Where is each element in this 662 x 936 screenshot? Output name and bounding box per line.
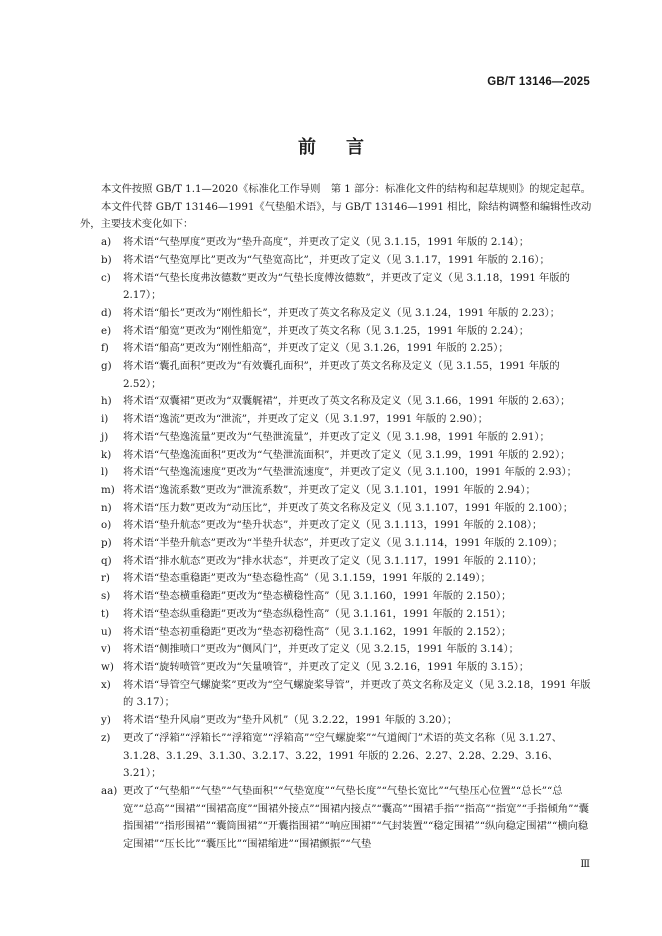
list-item-label: k) <box>101 448 112 461</box>
page-number: Ⅲ <box>580 859 590 870</box>
list-item-text: 将术语“垫升风扇”更改为“垫升风机”（见 3.2.22，1991 年版的 3.20）； <box>123 714 458 727</box>
list-item-text: 将术语“导管空气螺旋桨”更改为“空气螺旋桨导管”，并更改了英文名称及定义（见 3.2.18，1991 年版的 3.17）； <box>123 678 591 709</box>
list-item <box>80 712 592 730</box>
list-item-text: 将术语“船宽”更改为“刚性船宽”，并更改了英文名称（见 3.1.25，1991 年版的 2.24）； <box>123 324 530 337</box>
list-item-label: p) <box>101 537 112 550</box>
standard-number: GB/T 13146—2025 <box>487 76 590 88</box>
list-item-text: 将术语“排水航态”更改为“排水状态”，并更改了定义（见 3.1.117，1991 年版的 2.110）； <box>123 554 543 567</box>
list-item-label: i) <box>101 413 109 426</box>
list-item-label: w) <box>101 660 114 673</box>
list-item-text: 将术语“半垫升航态”更改为“半垫升状态”，并更改了定义（见 3.1.114，1991 年版的 2.109）； <box>123 537 563 550</box>
list-item <box>80 606 592 624</box>
list-item-label: o) <box>101 519 112 532</box>
list-item <box>80 588 592 606</box>
list-item-text: 将术语“侧推喷口”更改为“侧风门”，并更改了定义（见 3.2.15，1991 年版的 3.14）； <box>123 643 519 656</box>
list-item-label: r) <box>101 572 110 585</box>
list-item-text: 将术语“双囊裙”更改为“双囊艉裙”，并更改了英文名称及定义（见 3.1.66，1991 年版的 2.63）； <box>123 395 571 408</box>
list-item <box>80 234 592 252</box>
list-item-text: 将术语“垫态横重稳距”更改为“垫态横稳性高”（见 3.1.160，1991 年版的 2.150）； <box>123 590 512 603</box>
list-item-label: c) <box>101 271 111 284</box>
list-item-text: 将术语“垫态初重稳距”更改为“垫态初稳性高”（见 3.1.162，1991 年版的 2.152）； <box>123 625 512 638</box>
list-item-text: 将术语“垫态纵重稳距”更改为“垫态纵稳性高”（见 3.1.161，1991 年版的 2.151）； <box>123 607 512 620</box>
list-item <box>80 464 592 482</box>
list-item <box>80 659 592 677</box>
list-item <box>80 570 592 588</box>
list-item <box>80 783 592 854</box>
list-item-label: u) <box>101 625 112 638</box>
list-item-label: z) <box>101 731 111 744</box>
list-item-label: x) <box>101 678 111 691</box>
list-item-label: a) <box>101 236 112 249</box>
list-item-label: g) <box>101 360 112 373</box>
list-item-label: b) <box>101 253 112 266</box>
list-item-text: 将术语“垫态重稳距”更改为“垫态稳性高”（见 3.1.159，1991 年版的 2.149）； <box>123 572 491 585</box>
list-item-text: 将术语“旋转喷管”更改为“矢量喷管”，并更改了定义（见 3.2.16，1991 年版的 3.15）； <box>123 660 530 673</box>
list-item <box>80 641 592 659</box>
list-item <box>80 411 592 429</box>
list-item-label: e) <box>101 324 112 337</box>
list-item <box>80 305 592 323</box>
list-item <box>80 358 592 393</box>
list-item-text: 将术语“气垫宽厚比”更改为“气垫宽高比”，并更改了定义（见 3.1.17，1991 年版的 2.16）； <box>123 253 550 266</box>
list-item-text: 更改了“气垫船”“气垫”“气垫面积”“气垫宽度”“气垫长度”“气垫长宽比”“气垫压心位置”“总长”“总宽”“总高”“围裙”“围裙高度”“围裙外接点”“围裙内接点”“囊高”“围裙手指”“指高”“指宽”“手指倾角”“囊指围裙”“指形围裙”“囊筒围裙”“开囊指围裙”“响应围裙”“气封装置”“稳定围裙”“纵向稳定围裙”“横向稳定围裙”“压长比”“囊压比”“围裙缩进”“围裙颤振”“气垫 <box>123 784 589 851</box>
intro-paragraph-replacement: 本文件代替 GB/T 13146—1991《气垫船术语》，与 GB/T 13146—1991 相比，除结构调整和编辑性改动外，主要技术变化如下： <box>80 200 592 231</box>
list-item <box>80 429 592 447</box>
list-item <box>80 553 592 571</box>
intro-paragraph-drafting: 本文件按照 GB/T 1.1—2020《标准化工作导则 第 1 部分：标准化文件的结构和起草规则》的规定起草。 <box>101 183 591 195</box>
list-item-label: aa) <box>101 784 118 797</box>
list-item <box>80 535 592 553</box>
list-item-text: 将术语“逸流”更改为“泄流”，并更改了定义（见 3.1.97，1991 年版的 2.90）； <box>123 413 489 426</box>
list-item-label: h) <box>101 395 112 408</box>
list-item-label: d) <box>101 306 112 319</box>
list-item-label: m) <box>101 483 115 496</box>
list-item-label: q) <box>101 554 112 567</box>
foreword-body <box>80 181 592 854</box>
list-item-label: t) <box>101 607 110 620</box>
list-item-label: n) <box>101 501 112 514</box>
list-item-label: y) <box>101 714 111 727</box>
list-item-text: 将术语“船长”更改为“刚性船长”，并更改了英文名称及定义（见 3.1.24，1991 年版的 2.23）； <box>123 306 561 319</box>
list-item <box>80 500 592 518</box>
list-item <box>80 677 592 712</box>
list-item <box>80 270 592 305</box>
list-item-text: 更改了“浮箱”“浮箱长”“浮箱宽”“浮箱高”“空气螺旋桨”“气道阀门”术语的英文名称（见 3.1.27、3.1.28、3.1.29、3.1.30、3.2.17、3.22，1991 年版的 2.26、2.27、2.28、2.29、3.16、3.21）； <box>123 731 562 780</box>
list-item <box>80 730 592 783</box>
list-item <box>80 340 592 358</box>
list-item <box>80 517 592 535</box>
list-item-text: 将术语“囊孔面积”更改为“有效囊孔面积”，并更改了英文名称及定义（见 3.1.55，1991 年版的 2.52）； <box>123 360 560 390</box>
list-item-label: j) <box>101 430 109 443</box>
list-item-label: v) <box>101 643 111 656</box>
list-item <box>80 323 592 341</box>
list-item-text: 将术语“气垫逸流量”更改为“气垫泄流量”，并更改了定义（见 3.1.98，1991 年版的 2.91）； <box>123 430 550 443</box>
list-item-text: 将术语“气垫厚度”更改为“垫升高度”，并更改了定义（见 3.1.15，1991 年版的 2.14）； <box>123 236 530 249</box>
list-item <box>80 447 592 465</box>
list-item <box>80 252 592 270</box>
list-item-text: 将术语“船高”更改为“刚性船高”，并更改了定义（见 3.1.26，1991 年版的 2.25）； <box>123 342 509 355</box>
list-item-label: s) <box>101 590 111 603</box>
list-item-text: 将术语“气垫长度弗汝德数”更改为“气垫长度傅汝德数”，并更改了定义（见 3.1.18，1991 年版的 2.17）； <box>123 271 570 302</box>
list-item-text: 将术语“气垫逸流速度”更改为“气垫泄流速度”，并更改了定义（见 3.1.100，1991 年版的 2.93）； <box>123 466 577 479</box>
list-item-text: 将术语“逸流系数”更改为“泄流系数”，并更改了定义（见 3.1.101，1991 年版的 2.94）； <box>123 483 536 496</box>
list-item <box>80 624 592 642</box>
list-item-label: l) <box>101 466 109 479</box>
list-item <box>80 393 592 411</box>
list-item-text: 将术语“垫升航态”更改为“垫升状态”，并更改了定义（见 3.1.113，1991 年版的 2.108）； <box>123 519 543 532</box>
list-item-text: 将术语“气垫逸流面积”更改为“气垫泄流面积”，并更改了定义（见 3.1.99，1991 年版的 2.92）； <box>123 448 571 461</box>
page-title: 前言 <box>298 137 394 158</box>
changes-list <box>80 234 592 854</box>
list-item <box>80 482 592 500</box>
list-item-text: 将术语“压力数”更改为“动压比”，并更改了英文名称及定义（见 3.1.107，1991 年版的 2.100）； <box>123 501 574 514</box>
list-item-label: f) <box>101 342 109 355</box>
